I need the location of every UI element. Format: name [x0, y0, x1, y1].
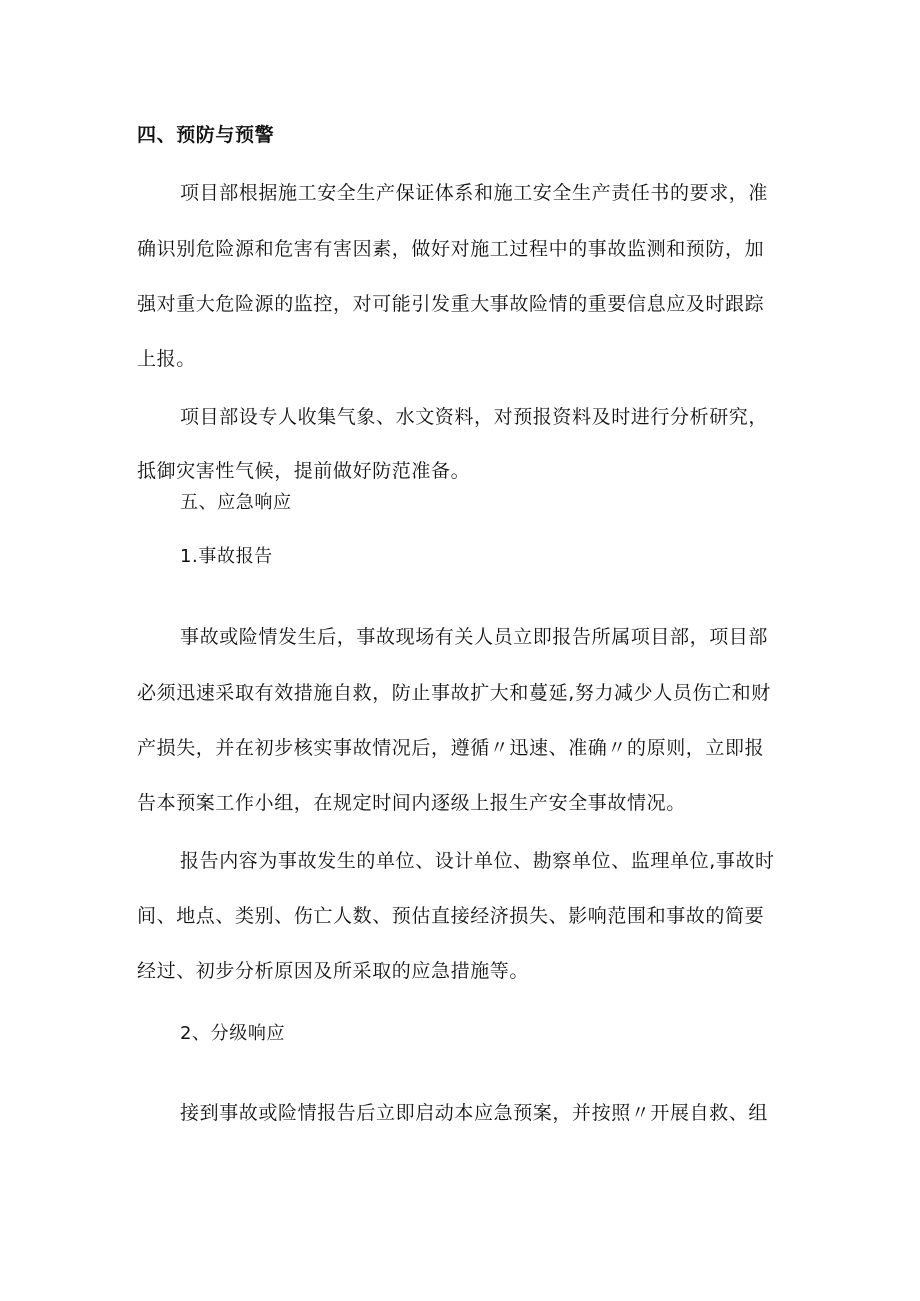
paragraph-line: 事故或险情发生后，事故现场有关人员立即报告所属项目部，项目部: [180, 626, 769, 648]
paragraph-line: 告本预案工作小组，在规定时间内逐级上报生产安全事故情况。: [137, 792, 686, 814]
paragraph-line: 产损失，并在初步核实事故情况后，遵循〃迅速、准确〃的原则，立即报: [137, 737, 765, 759]
section-heading-prevention: 四、预防与预警: [137, 124, 275, 146]
paragraph-line: 项目部设专人收集气象、水文资料，对预报资料及时进行分析研究，: [180, 406, 769, 428]
paragraph-line: 确识别危险源和危害有害因素，做好对施工过程中的事故监测和预防，加: [137, 238, 765, 260]
paragraph-line: 抵御灾害性气候，提前做好防范准备。: [137, 460, 471, 482]
paragraph-line: 报告内容为事故发生的单位、设计单位、勘察单位、监理单位,事故时: [180, 850, 775, 872]
paragraph-line: 上报。: [137, 348, 196, 370]
paragraph-line: 间、地点、类别、伤亡人数、预估直接经济损失、影响范围和事故的简要: [137, 905, 765, 927]
section-heading-emergency-response: 五、应急响应: [180, 492, 292, 513]
paragraph-line: 经过、初步分析原因及所采取的应急措施等。: [137, 960, 530, 982]
paragraph-line: 必须迅速采取有效措施自救，防止事故扩大和蔓延,努力减少人员伤亡和财: [137, 682, 771, 704]
paragraph-line: 强对重大危险源的监控，对可能引发重大事故险情的重要信息应及时跟踪: [137, 293, 765, 315]
paragraph-line: 项目部根据施工安全生产保证体系和施工安全生产责任书的要求，准: [180, 182, 769, 204]
paragraph-line: 接到事故或险情报告后立即启动本应急预案，并按照〃开展自救、组: [180, 1102, 769, 1124]
subsection-heading-graded-response: 2、分级响应: [180, 1023, 286, 1044]
subsection-heading-accident-report: 1.事故报告: [180, 546, 273, 567]
